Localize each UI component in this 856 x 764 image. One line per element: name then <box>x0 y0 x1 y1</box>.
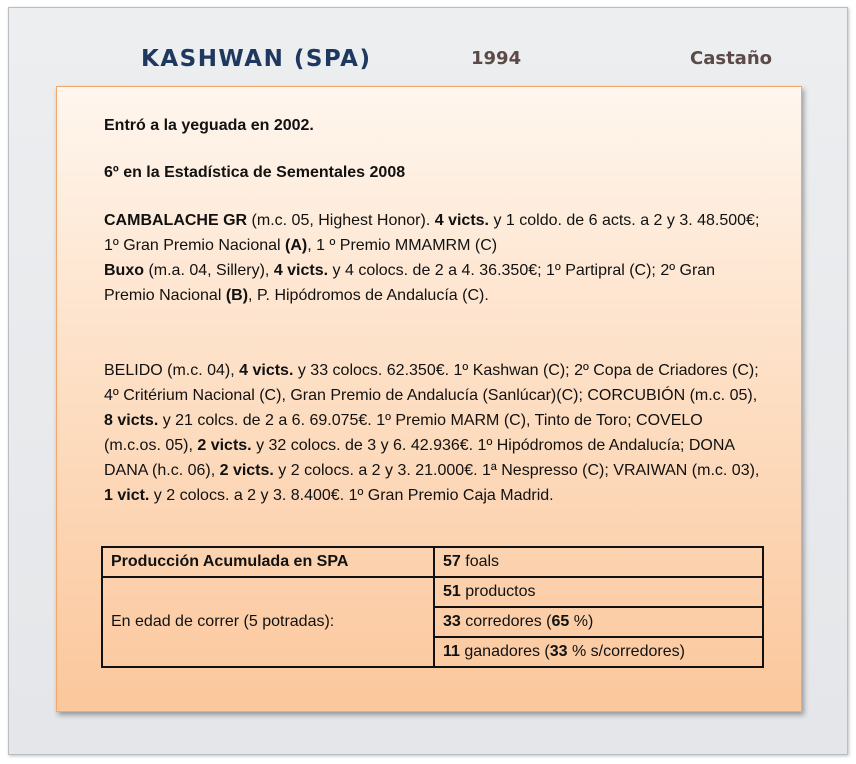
more-offspring-paragraph: BELIDO (m.c. 04), 4 victs. y 33 colocs. 62.350€. 1º Kashwan (C); 2º Copa de Criadores (C); 4º Critérium Nacional (C), Gran Premio de Andalucía (Sanlúcar)(C); CORCUBIÓN (m.c. 05), 8 victs. y 21 colcs. de 2 a 6. 69.075€. 1º Premio MARM (C), Tinto de Toro; COVELO (m.c.os. 05), 2 victs. y 32 colocs. de 3 y 6. 42.936€. 1º Hipódromos de Andalucía; DONA DANA (h.c. 06), 2 victs. y 2 colocs. a 2 y 3. 21.000€. 1ª Nespresso (C); VRAIWAN (m.c. 03), 1 vict. y 2 colocs. a 2 y 3. 8.400€. 1º Gran Premio Caja Madrid. <box>104 362 760 504</box>
offspring-name: Buxo <box>104 262 144 279</box>
runners-cell: 33 corredores (65 %) <box>434 607 763 637</box>
buxo-entry: Buxo (m.a. 04, Sillery), 4 victs. y 4 colocs. de 2 a 4. 36.350€; 1º Partipral (C); 2º Gran Premio Nacional (B), P. Hipódromos de Andalucía (C). <box>104 262 716 304</box>
coat-color: Castaño <box>690 48 773 69</box>
sire-ranking-line: 6º en la Estadística de Sementales 2008 <box>104 164 406 181</box>
horse-name: KASHWAN (SPA) <box>141 46 372 72</box>
cambalache-entry: CAMBALACHE GR (m.c. 05, Highest Honor). 4 victs. y 1 coldo. de 6 acts. a 2 y 3. 48.500€; 1º Gran Premio Nacional (A), 1 º Premio MMAMRM (C) <box>104 212 760 254</box>
production-table <box>101 546 764 668</box>
products-cell: 51 productos <box>434 577 763 607</box>
table-row <box>102 577 763 607</box>
production-header-cell: Producción Acumulada en SPA <box>102 547 434 577</box>
offspring-name: CAMBALACHE GR <box>104 212 248 229</box>
winners-cell: 11 ganadores (33 % s/corredores) <box>434 637 763 667</box>
stud-entry-line: Entró a la yeguada en 2002. <box>104 117 314 134</box>
top-offspring-paragraph <box>104 208 764 308</box>
table-row <box>102 547 763 577</box>
foals-cell: 57 foals <box>434 547 763 577</box>
birth-year: 1994 <box>471 48 522 69</box>
racing-age-cell: En edad de correr (5 potradas): <box>102 577 434 667</box>
